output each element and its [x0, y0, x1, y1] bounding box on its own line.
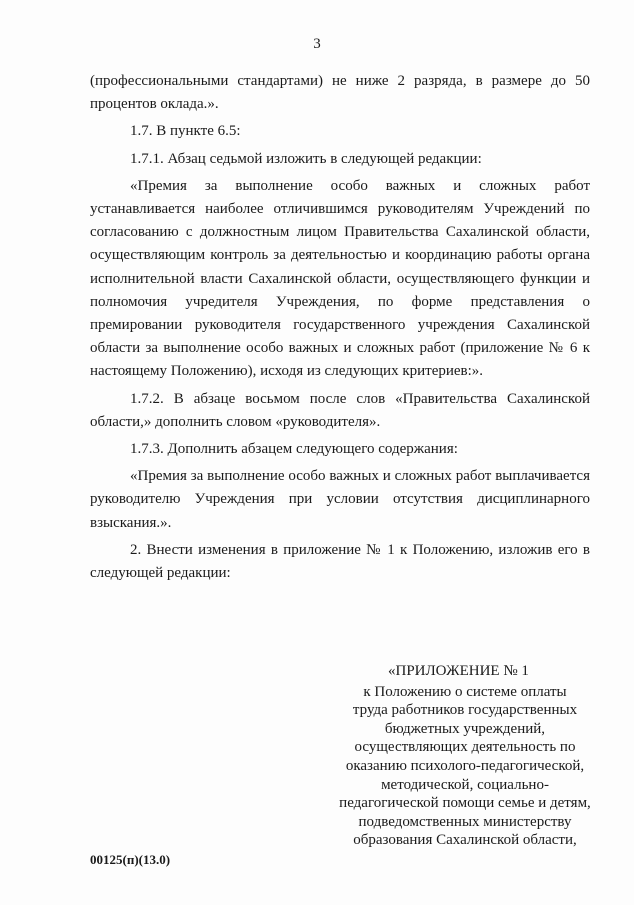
appendix-line: бюджетных учреждений,: [384, 720, 546, 737]
appendix-line: осуществляющих деятельность по: [354, 739, 576, 756]
appendix-title: «ПРИЛОЖЕНИЕ № 1: [388, 663, 529, 679]
appendix-line: методической, социально-: [381, 776, 549, 793]
appendix-line: к Положению о системе оплаты: [363, 683, 567, 700]
paragraph: 1.7.1. Абзац седьмой изложить в следующей редакции:: [130, 150, 482, 167]
paragraph: 2. Внести изменения в приложение № 1 к Положению, изложив его в следующей редакции:: [90, 541, 590, 582]
paragraph: 1.7.3. Дополнить абзацем следующего содержания:: [130, 441, 458, 458]
body-text: [90, 70, 590, 585]
appendix-line: образования Сахалинской области,: [353, 832, 577, 849]
paragraph: (профессиональными стандартами) не ниже 2 разряда, в размере до 50 процентов оклада.».: [90, 73, 590, 113]
appendix-line: педагогической помощи семье и детям,: [339, 795, 591, 812]
appendix-line: оказанию психолого-педагогической,: [345, 757, 585, 774]
paragraph: «Премия за выполнение особо важных и сложных работ выплачивается руководителю Учреждения при условии отсутствия дисциплинарного взыскания.».: [90, 468, 590, 531]
page-number: 3: [313, 36, 321, 52]
document-code: 00125(п)(13.0): [90, 852, 171, 867]
appendix-line: подведомственных министерству: [358, 813, 572, 830]
paragraph: «Премия за выполнение особо важных и сложных работ устанавливается наиболее отличившимся руководителям Учреждений по согласованию с должностным лицом Правительства Сахалинской области, осуществляющим контроль за деятельностью и координацию работы органа исполнительной власти Сахалинской области, осуществляющего функции и полномочия учредителя Учреждения, по форме представления о премировании руководителя государственного учреждения Сахалинской области за выполнение особо важных и сложных работ (приложение № 6 к настоящему Положению), исходя из следующих критериев:».: [90, 177, 590, 380]
appendix-header: [330, 662, 600, 850]
paragraph: 1.7.2. В абзаце восьмом после слов «Правительства Сахалинской области,» дополнить словом «руководителя».: [90, 390, 590, 430]
paragraph: 1.7. В пункте 6.5:: [130, 123, 241, 140]
appendix-line: труда работников государственных: [352, 702, 578, 719]
